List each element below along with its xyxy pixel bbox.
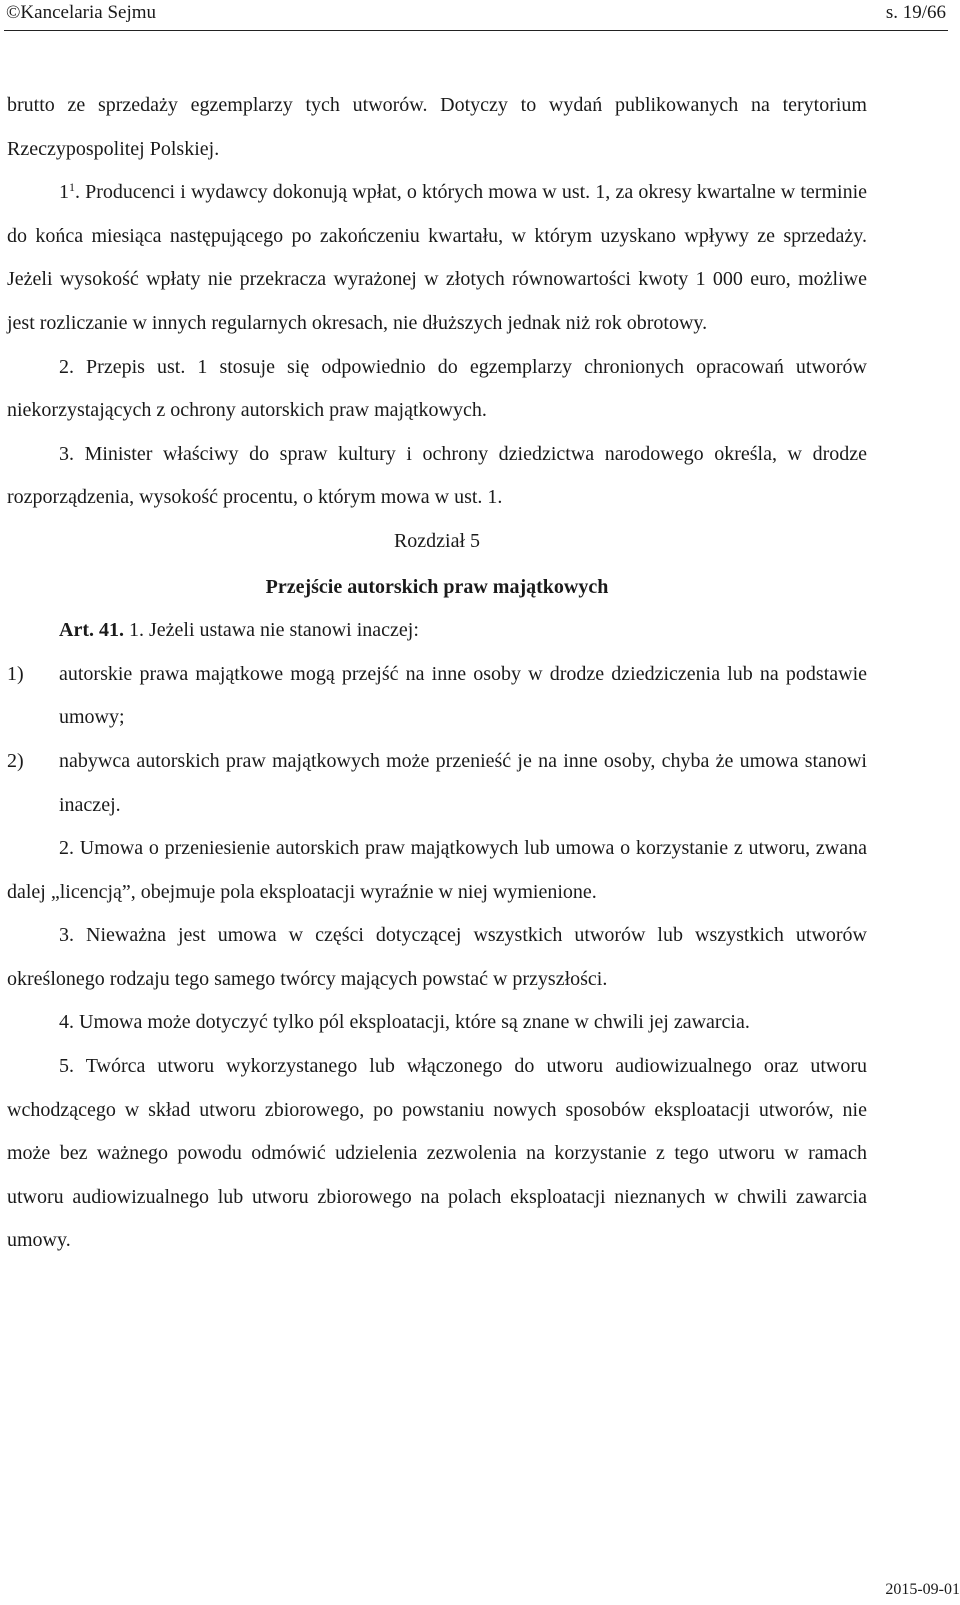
- chapter-number: Rozdział 5: [393, 529, 481, 552]
- list-item: [7, 740, 867, 827]
- paragraph-continuation: brutto ze sprzedaży egzemplarzy tych utworów. Dotyczy to wydań publikowanych na terytorium Rzeczypospolitej Polskiej.: [7, 94, 867, 160]
- article-41-para-2: 2. Umowa o przeniesienie autorskich praw majątkowych lub umowa o korzystanie z utworu, zwana dalej „licencją”, obejmuje pola eksploatacji wyraźnie w niej wymienione.: [7, 837, 867, 903]
- article-41-para-4: 4. Umowa może dotyczyć tylko pól eksploatacji, które są znane w chwili jej zawarcia.: [59, 1011, 750, 1034]
- paragraph-text: . Producenci i wydawcy dokonują wpłat, o których mowa w ust. 1, za okresy kwartalne w terminie do końca miesiąca następującego po zakończeniu kwartału, w którym uzyskano wpływy ze sprzedaży. Jeżeli wysokość wpłaty nie przekracza wyrażonej w złotych równowartości kwoty 1 000 euro, możliwe jest rozliczanie w innych regularnych okresach, nie dłuższych jednak niż rok obrotowy.: [7, 181, 867, 334]
- list-item-number: 1): [7, 662, 24, 685]
- document-body: [7, 84, 867, 1263]
- list-item-text: autorskie prawa majątkowe mogą przejść na inne osoby w drodze dziedziczenia lub na podstawie umowy;: [59, 662, 867, 729]
- list-item-number: 2): [7, 749, 24, 772]
- list-item: [7, 653, 867, 740]
- page-number: s. 19/66: [885, 2, 946, 23]
- article-41-para-3: 3. Nieważna jest umowa w części dotyczącej wszystkich utworów lub wszystkich utworów określonego rodzaju tego samego twórcy mających powstać w przyszłości.: [7, 924, 867, 990]
- paragraph-3: 3. Minister właściwy do spraw kultury i ochrony dziedzictwa narodowego określa, w drodze rozporządzenia, wysokość procentu, o którym mowa w ust. 1.: [7, 442, 867, 509]
- article-intro-text: 1. Jeżeli ustawa nie stanowi inaczej:: [123, 619, 419, 642]
- paragraph-number: 1: [59, 181, 69, 204]
- header-source: ©Kancelaria Sejmu: [6, 2, 157, 23]
- page-header: [4, 0, 948, 31]
- paragraph-2: 2. Przepis ust. 1 stosuje się odpowiednio do egzemplarzy chronionych opracowań utworów niekorzystających z ochrony autorskich praw majątkowych.: [7, 355, 867, 422]
- chapter-title: Przejście autorskich praw majątkowych: [265, 575, 609, 598]
- list-item-text: nabywca autorskich praw majątkowych może przenieść je na inne osoby, chyba że umowa stanowi inaczej.: [59, 749, 867, 816]
- page-footer-date: 2015-09-01: [885, 1581, 960, 1598]
- paragraph-1-1: [7, 171, 867, 345]
- article-41-para-5: 5. Twórca utworu wykorzystanego lub włączonego do utworu audiowizualnego oraz utworu wchodzącego w skład utworu zbiorowego, po powstaniu nowych sposobów eksploatacji utworów, nie może bez ważnego powodu odmówić udzielenia zezwolenia na korzystanie z tego utworu w ramach utworu audiowizualnego lub utworu zbiorowego na polach eksploatacji nieznanych w chwili zawarcia umowy.: [7, 1055, 867, 1252]
- article-41-intro: [7, 609, 867, 653]
- article-label: Art. 41.: [59, 619, 124, 642]
- paragraph-superscript: 1: [69, 180, 75, 195]
